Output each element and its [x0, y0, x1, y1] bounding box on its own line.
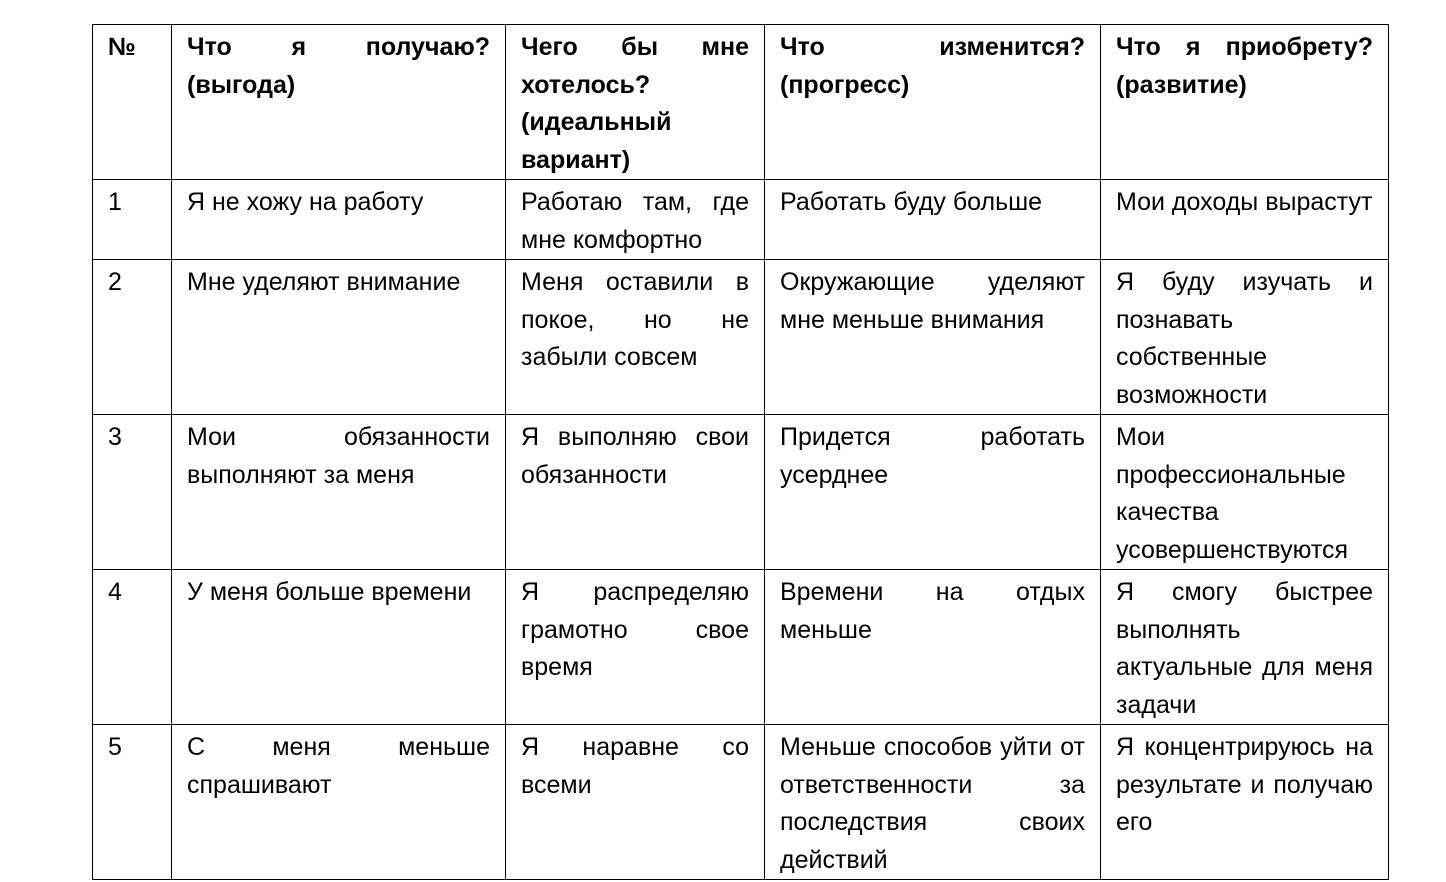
table-row — [93, 260, 1389, 415]
row-number: 1 — [93, 180, 172, 260]
cell-ideal: Меня оставили в покое, но не забыли совсем — [506, 260, 765, 415]
header-number: № — [93, 25, 172, 180]
header-progress: Что изменится? (прогресс) — [765, 25, 1101, 180]
row-number: 4 — [93, 570, 172, 725]
cell-development: Мои профессиональные качества усовершенствуются — [1101, 415, 1389, 570]
row-number: 2 — [93, 260, 172, 415]
cell-progress: Времени на отдых меньше — [765, 570, 1101, 725]
table-row — [93, 570, 1389, 725]
cell-ideal: Работаю там, где мне комфортно — [506, 180, 765, 260]
cell-benefit: Я не хожу на работу — [172, 180, 506, 260]
row-number: 5 — [93, 725, 172, 880]
cell-benefit: Мне уделяют внимание — [172, 260, 506, 415]
header-benefit: Что я получаю? (выгода) — [172, 25, 506, 180]
cell-benefit: У меня больше времени — [172, 570, 506, 725]
row-number: 3 — [93, 415, 172, 570]
cell-benefit: Мои обязанности выполняют за меня — [172, 415, 506, 570]
cell-ideal: Я наравне со всеми — [506, 725, 765, 880]
cell-benefit: С меня меньше спрашивают — [172, 725, 506, 880]
cell-ideal: Я выполняю свои обязанности — [506, 415, 765, 570]
cell-ideal: Я распределяю грамотно свое время — [506, 570, 765, 725]
cell-development: Я смогу быстрее выполнять актуальные для меня задачи — [1101, 570, 1389, 725]
cell-development: Я концентрируюсь на результате и получаю его — [1101, 725, 1389, 880]
cell-progress: Меньше способов уйти от ответственности за последствия своих действий — [765, 725, 1101, 880]
table-row — [93, 725, 1389, 880]
header-ideal: Чего бы мне хотелось? (идеальный вариант) — [506, 25, 765, 180]
header-row — [93, 25, 1389, 180]
cell-progress: Работать буду больше — [765, 180, 1101, 260]
cell-development: Я буду изучать и познавать собственные возможности — [1101, 260, 1389, 415]
cell-progress: Придется работать усерднее — [765, 415, 1101, 570]
cell-progress: Окружающие уделяют мне меньше внимания — [765, 260, 1101, 415]
table-row — [93, 180, 1389, 260]
benefits-table — [92, 24, 1389, 880]
cell-development: Мои доходы вырастут — [1101, 180, 1389, 260]
table-row — [93, 415, 1389, 570]
header-development: Что я приобрету? (развитие) — [1101, 25, 1389, 180]
